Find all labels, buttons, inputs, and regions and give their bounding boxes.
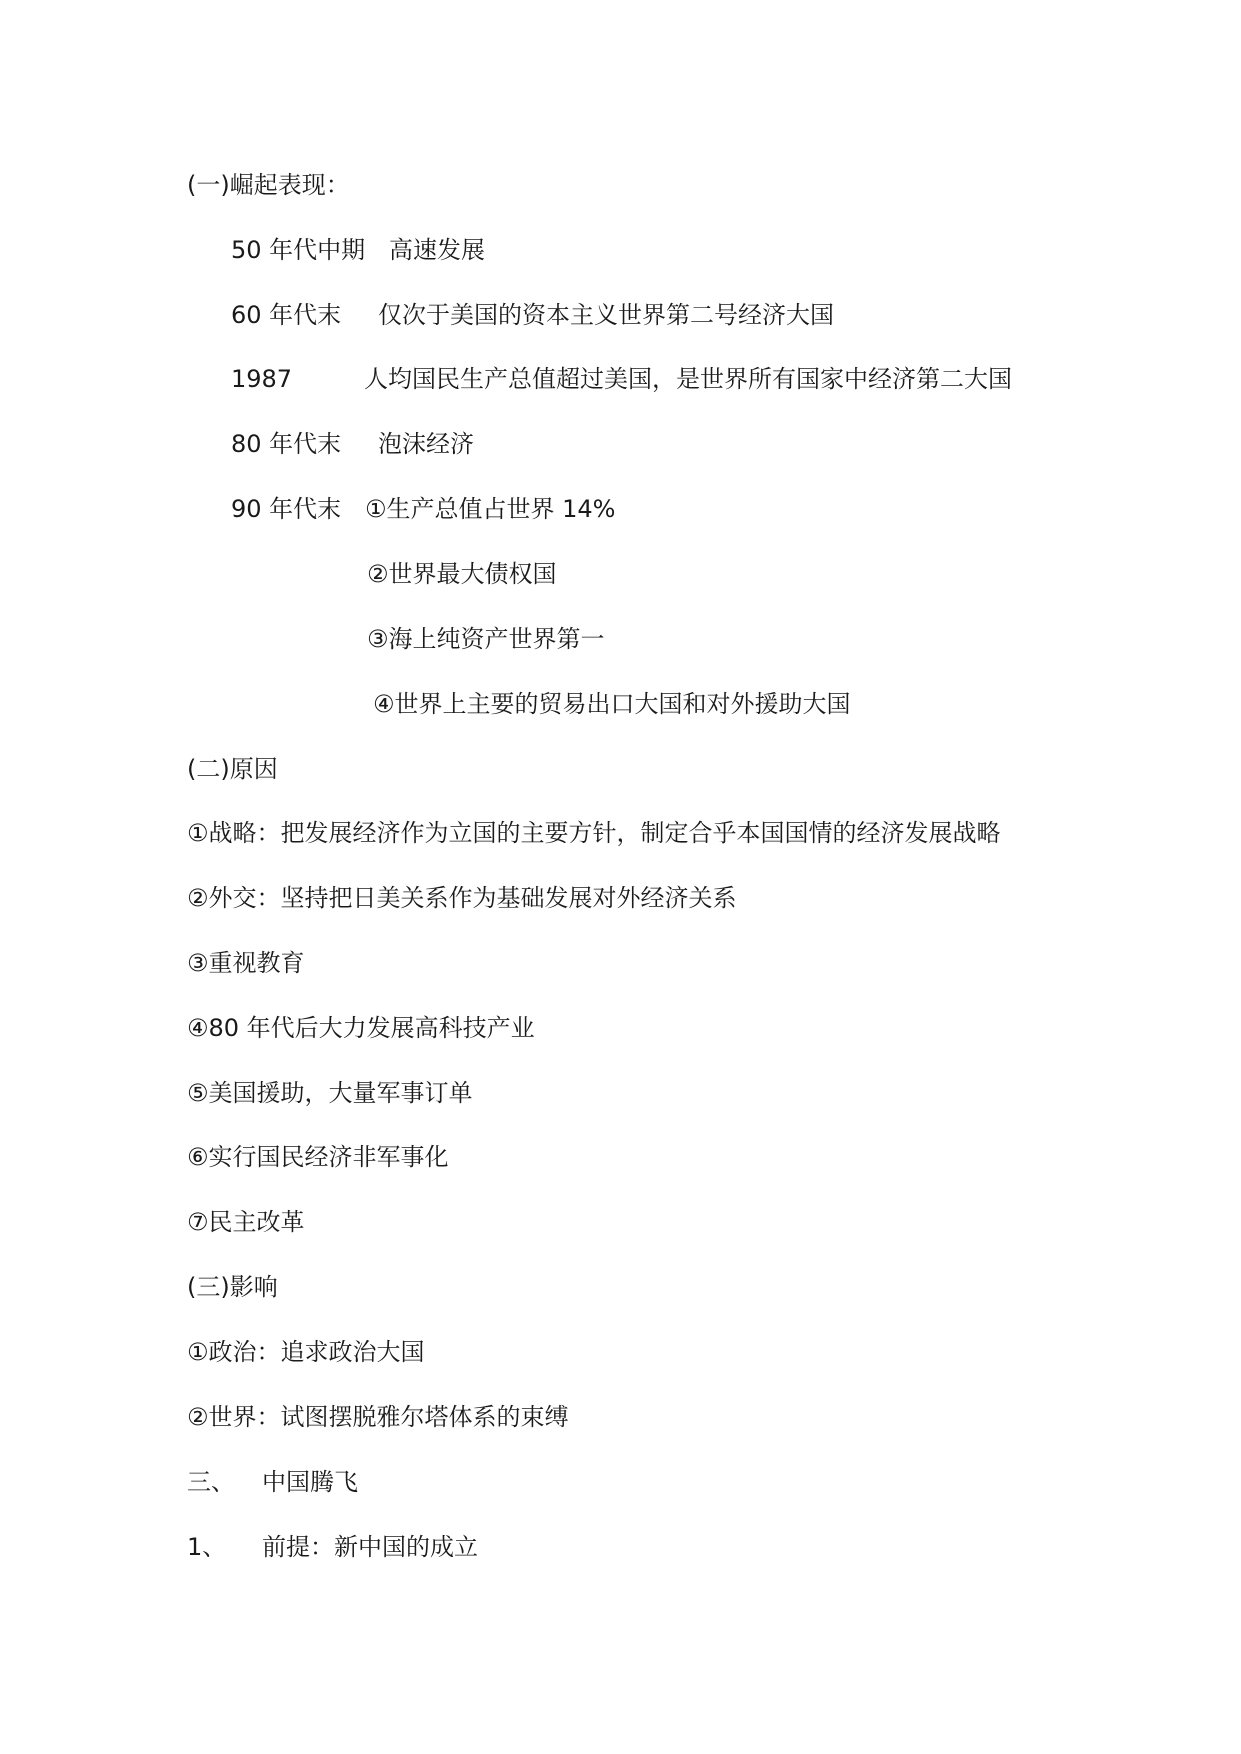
reason-item: ④80 年代后大力发展高科技产业 xyxy=(187,1014,535,1042)
reason-item: ②外交：坚持把日美关系作为基础发展对外经济关系 xyxy=(187,884,737,912)
timeline-desc: 高速发展 xyxy=(389,236,485,264)
timeline-period: 50 年代中期 xyxy=(231,236,366,264)
timeline-row xyxy=(231,235,1131,265)
timeline-period: 60 年代末 xyxy=(231,301,342,329)
timeline-desc: 人均国民生产总值超过美国，是世界所有国家中经济第二大国 xyxy=(364,365,1012,393)
section-heading-reasons: (二)原因 xyxy=(187,755,278,783)
reason-item: ③重视教育 xyxy=(187,949,305,977)
section-heading-rise: (一)崛起表现： xyxy=(187,171,350,199)
part-number: 三、 xyxy=(187,1468,235,1496)
sub-item: ②世界最大债权国 xyxy=(367,560,557,588)
timeline-desc: ①生产总值占世界 14% xyxy=(365,495,616,523)
timeline-period: 90 年代末 xyxy=(231,495,342,523)
impact-item: ②世界：试图摆脱雅尔塔体系的束缚 xyxy=(187,1403,569,1431)
sub-item: ③海上纯资产世界第一 xyxy=(367,625,605,653)
reason-item: ⑥实行国民经济非军事化 xyxy=(187,1143,449,1171)
timeline-desc: 泡沫经济 xyxy=(378,430,474,458)
point-number: 1、 xyxy=(187,1533,227,1561)
timeline-row xyxy=(231,300,1131,330)
impact-item: ①政治：追求政治大国 xyxy=(187,1338,425,1366)
part-heading xyxy=(187,1467,787,1497)
reason-item: ⑤美国援助，大量军事订单 xyxy=(187,1079,473,1107)
section-heading-impact: (三)影响 xyxy=(187,1273,278,1301)
timeline-row xyxy=(231,429,1131,459)
timeline-desc: 仅次于美国的资本主义世界第二号经济大国 xyxy=(378,301,834,329)
reason-item: ⑦民主改革 xyxy=(187,1208,305,1236)
point-heading xyxy=(187,1532,787,1562)
timeline-row xyxy=(231,494,1131,524)
point-title: 前提：新中国的成立 xyxy=(262,1533,478,1561)
timeline-row xyxy=(231,364,1131,394)
sub-item: ④世界上主要的贸易出口大国和对外援助大国 xyxy=(373,690,851,718)
reason-item: ①战略：把发展经济作为立国的主要方针，制定合乎本国国情的经济发展战略 xyxy=(187,819,1001,847)
timeline-period: 80 年代末 xyxy=(231,430,342,458)
part-title: 中国腾飞 xyxy=(262,1468,358,1496)
timeline-period: 1987 xyxy=(231,365,293,393)
